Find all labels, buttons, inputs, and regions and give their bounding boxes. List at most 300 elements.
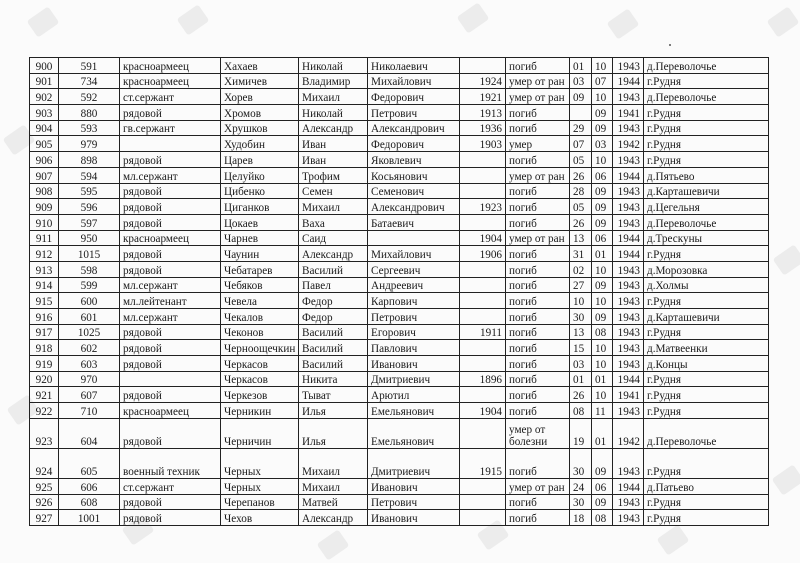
death-day-cell: 26 [570, 387, 592, 403]
birth-year-cell [460, 356, 506, 372]
birth-year-cell: 1915 [460, 448, 506, 478]
table-row [30, 261, 769, 277]
surname-cell: Черничин [221, 418, 299, 448]
death-year-cell: 1943 [613, 199, 644, 215]
status-cell: погиб [506, 448, 570, 478]
row-number-cell: 921 [30, 387, 59, 403]
death-year-cell: 1943 [613, 89, 644, 105]
burial-place-cell: д.Переволочье [644, 418, 769, 448]
rank-cell: военный техник [120, 448, 221, 478]
patronymic-cell: Петрович [368, 309, 460, 325]
first-name-cell: Павел [299, 277, 368, 293]
death-day-cell [570, 105, 592, 121]
surname-cell: Черных [221, 478, 299, 494]
table-row [30, 105, 769, 121]
death-year-cell: 1944 [613, 478, 644, 494]
table-row [30, 494, 769, 510]
surname-cell: Хромов [221, 105, 299, 121]
first-name-cell: Василий [299, 261, 368, 277]
surname-cell: Хахаев [221, 58, 299, 74]
status-cell: погиб [506, 403, 570, 419]
patronymic-cell: Емельянович [368, 403, 460, 419]
death-month-cell: 09 [592, 214, 613, 230]
table-row [30, 120, 769, 136]
row-number-cell: 920 [30, 371, 59, 387]
birth-year-cell: 1904 [460, 403, 506, 419]
status-cell: умер [506, 136, 570, 152]
death-month-cell: 11 [592, 403, 613, 419]
surname-cell: Чебатарев [221, 261, 299, 277]
patronymic-cell: Александрович [368, 199, 460, 215]
first-name-cell: Иван [299, 152, 368, 168]
status-cell: погиб [506, 371, 570, 387]
death-year-cell: 1943 [613, 120, 644, 136]
patronymic-cell: Михайлович [368, 246, 460, 262]
table-row [30, 387, 769, 403]
record-id-cell: 970 [59, 371, 120, 387]
surname-cell: Циганков [221, 199, 299, 215]
table-row [30, 478, 769, 494]
record-id-cell: 1001 [59, 510, 120, 526]
death-month-cell: 03 [592, 136, 613, 152]
death-day-cell: 10 [570, 293, 592, 309]
record-id-cell: 603 [59, 356, 120, 372]
record-id-cell: 880 [59, 105, 120, 121]
first-name-cell: Матвей [299, 494, 368, 510]
death-year-cell: 1944 [613, 230, 644, 246]
death-month-cell: 06 [592, 478, 613, 494]
surname-cell: Чехов [221, 510, 299, 526]
burial-place-cell: д.Концы [644, 356, 769, 372]
death-year-cell: 1943 [613, 510, 644, 526]
records-table [29, 57, 769, 526]
watermark-stamp [773, 244, 800, 275]
status-cell: погиб [506, 387, 570, 403]
death-month-cell: 10 [592, 356, 613, 372]
death-year-cell: 1944 [613, 167, 644, 183]
surname-cell: Черноощечкин [221, 340, 299, 356]
death-year-cell: 1942 [613, 136, 644, 152]
birth-year-cell [460, 309, 506, 325]
record-id-cell: 596 [59, 199, 120, 215]
table-row [30, 371, 769, 387]
death-day-cell: 31 [570, 246, 592, 262]
patronymic-cell [368, 230, 460, 246]
death-month-cell: 01 [592, 246, 613, 262]
patronymic-cell: Иванович [368, 478, 460, 494]
patronymic-cell: Егорович [368, 324, 460, 340]
first-name-cell: Михаил [299, 478, 368, 494]
rank-cell: рядовой [120, 340, 221, 356]
table-row [30, 214, 769, 230]
table-row [30, 324, 769, 340]
death-month-cell: 10 [592, 152, 613, 168]
patronymic-cell: Петрович [368, 105, 460, 121]
row-number-cell: 916 [30, 309, 59, 325]
status-cell: погиб [506, 277, 570, 293]
table-row [30, 230, 769, 246]
record-id-cell: 601 [59, 309, 120, 325]
rank-cell: рядовой [120, 324, 221, 340]
record-id-cell: 598 [59, 261, 120, 277]
surname-cell: Целуйко [221, 167, 299, 183]
death-month-cell: 01 [592, 371, 613, 387]
birth-year-cell: 1913 [460, 105, 506, 121]
death-month-cell: 09 [592, 183, 613, 199]
first-name-cell: Саид [299, 230, 368, 246]
death-day-cell: 13 [570, 230, 592, 246]
first-name-cell: Александр [299, 510, 368, 526]
first-name-cell: Семен [299, 183, 368, 199]
first-name-cell: Александр [299, 120, 368, 136]
table-row [30, 58, 769, 74]
table-row [30, 183, 769, 199]
table-row [30, 418, 769, 448]
first-name-cell: Ваха [299, 214, 368, 230]
patronymic-cell: Дмитриевич [368, 371, 460, 387]
surname-cell: Чарнев [221, 230, 299, 246]
death-day-cell: 01 [570, 371, 592, 387]
death-day-cell: 05 [570, 199, 592, 215]
row-number-cell: 900 [30, 58, 59, 74]
death-day-cell: 29 [570, 120, 592, 136]
death-year-cell: 1944 [613, 246, 644, 262]
death-day-cell: 26 [570, 167, 592, 183]
birth-year-cell: 1904 [460, 230, 506, 246]
status-cell: умер от ран [506, 73, 570, 89]
burial-place-cell: г.Рудня [644, 510, 769, 526]
birth-year-cell [460, 152, 506, 168]
record-id-cell: 608 [59, 494, 120, 510]
surname-cell: Чеконов [221, 324, 299, 340]
patronymic-cell: Косьянович [368, 167, 460, 183]
table-row [30, 510, 769, 526]
record-id-cell: 1025 [59, 324, 120, 340]
first-name-cell: Никита [299, 371, 368, 387]
watermark-stamp [317, 529, 350, 560]
burial-place-cell: д.Морозовка [644, 261, 769, 277]
patronymic-cell: Иванович [368, 510, 460, 526]
death-day-cell: 30 [570, 448, 592, 478]
burial-place-cell: д.Переволочье [644, 89, 769, 105]
death-month-cell: 09 [592, 105, 613, 121]
patronymic-cell: Яковлевич [368, 152, 460, 168]
status-cell: погиб [506, 214, 570, 230]
first-name-cell: Василий [299, 340, 368, 356]
patronymic-cell: Арютил [368, 387, 460, 403]
table-row [30, 152, 769, 168]
burial-place-cell: г.Рудня [644, 324, 769, 340]
rank-cell: мл.сержант [120, 167, 221, 183]
first-name-cell: Федор [299, 309, 368, 325]
first-name-cell: Иван [299, 136, 368, 152]
burial-place-cell: д.Холмы [644, 277, 769, 293]
birth-year-cell [460, 510, 506, 526]
death-day-cell: 19 [570, 418, 592, 448]
status-cell: погиб [506, 494, 570, 510]
death-year-cell: 1943 [613, 261, 644, 277]
row-number-cell: 907 [30, 167, 59, 183]
rank-cell: рядовой [120, 494, 221, 510]
surname-cell: Химичев [221, 73, 299, 89]
surname-cell: Хрушков [221, 120, 299, 136]
birth-year-cell: 1906 [460, 246, 506, 262]
row-number-cell: 923 [30, 418, 59, 448]
birth-year-cell: 1924 [460, 73, 506, 89]
death-day-cell: 26 [570, 214, 592, 230]
row-number-cell: 913 [30, 261, 59, 277]
status-cell: погиб [506, 199, 570, 215]
row-number-cell: 905 [30, 136, 59, 152]
table-row [30, 89, 769, 105]
row-number-cell: 918 [30, 340, 59, 356]
record-id-cell: 979 [59, 136, 120, 152]
first-name-cell: Александр [299, 246, 368, 262]
burial-place-cell: г.Рудня [644, 136, 769, 152]
record-id-cell: 600 [59, 293, 120, 309]
death-month-cell: 10 [592, 89, 613, 105]
table-row [30, 167, 769, 183]
birth-year-cell [460, 277, 506, 293]
burial-place-cell: г.Рудня [644, 371, 769, 387]
death-year-cell: 1943 [613, 448, 644, 478]
watermark-stamp [177, 4, 210, 35]
patronymic-cell: Михайлович [368, 73, 460, 89]
rank-cell: рядовой [120, 152, 221, 168]
row-number-cell: 917 [30, 324, 59, 340]
status-cell: погиб [506, 58, 570, 74]
rank-cell: красноармеец [120, 403, 221, 419]
first-name-cell: Николай [299, 105, 368, 121]
first-name-cell: Владимир [299, 73, 368, 89]
rank-cell: рядовой [120, 387, 221, 403]
burial-place-cell: г.Рудня [644, 403, 769, 419]
row-number-cell: 909 [30, 199, 59, 215]
birth-year-cell [460, 167, 506, 183]
status-cell: погиб [506, 510, 570, 526]
table-row [30, 73, 769, 89]
death-day-cell: 08 [570, 403, 592, 419]
first-name-cell: Трофим [299, 167, 368, 183]
record-id-cell: 898 [59, 152, 120, 168]
burial-place-cell: г.Рудня [644, 120, 769, 136]
status-cell: погиб [506, 152, 570, 168]
first-name-cell: Илья [299, 403, 368, 419]
death-day-cell: 03 [570, 356, 592, 372]
rank-cell: рядовой [120, 246, 221, 262]
patronymic-cell: Сергеевич [368, 261, 460, 277]
record-id-cell: 594 [59, 167, 120, 183]
record-id-cell: 599 [59, 277, 120, 293]
death-day-cell: 27 [570, 277, 592, 293]
row-number-cell: 926 [30, 494, 59, 510]
birth-year-cell [460, 183, 506, 199]
burial-place-cell: г.Рудня [644, 105, 769, 121]
table-row [30, 340, 769, 356]
surname-cell: Чебяков [221, 277, 299, 293]
table-row [30, 199, 769, 215]
surname-cell: Чекалов [221, 309, 299, 325]
status-cell: умер от болезни [506, 418, 570, 448]
death-year-cell: 1943 [613, 356, 644, 372]
death-month-cell: 09 [592, 494, 613, 510]
status-cell: умер от ран [506, 167, 570, 183]
row-number-cell: 902 [30, 89, 59, 105]
death-year-cell: 1943 [613, 309, 644, 325]
burial-place-cell: д.Трескуны [644, 230, 769, 246]
row-number-cell: 908 [30, 183, 59, 199]
death-day-cell: 09 [570, 89, 592, 105]
death-month-cell: 10 [592, 387, 613, 403]
rank-cell: рядовой [120, 199, 221, 215]
death-year-cell: 1943 [613, 293, 644, 309]
row-number-cell: 924 [30, 448, 59, 478]
record-id-cell: 950 [59, 230, 120, 246]
death-month-cell: 10 [592, 293, 613, 309]
birth-year-cell [460, 387, 506, 403]
rank-cell: красноармеец [120, 230, 221, 246]
birth-year-cell [460, 293, 506, 309]
death-year-cell: 1943 [613, 214, 644, 230]
table-row [30, 448, 769, 478]
first-name-cell: Василий [299, 324, 368, 340]
birth-year-cell: 1936 [460, 120, 506, 136]
death-month-cell: 09 [592, 448, 613, 478]
death-day-cell: 28 [570, 183, 592, 199]
scan-speck [669, 44, 671, 46]
burial-place-cell: г.Рудня [644, 387, 769, 403]
row-number-cell: 901 [30, 73, 59, 89]
burial-place-cell: д.Карташевичи [644, 183, 769, 199]
table-row [30, 403, 769, 419]
watermark-stamp [657, 524, 690, 555]
record-id-cell: 597 [59, 214, 120, 230]
patronymic-cell: Андреевич [368, 277, 460, 293]
rank-cell: мл.сержант [120, 277, 221, 293]
status-cell: погиб [506, 261, 570, 277]
row-number-cell: 911 [30, 230, 59, 246]
patronymic-cell: Александрович [368, 120, 460, 136]
surname-cell: Чаунин [221, 246, 299, 262]
row-number-cell: 903 [30, 105, 59, 121]
surname-cell: Чевела [221, 293, 299, 309]
row-number-cell: 910 [30, 214, 59, 230]
status-cell: погиб [506, 183, 570, 199]
table-row [30, 309, 769, 325]
patronymic-cell: Батаевич [368, 214, 460, 230]
death-year-cell: 1943 [613, 340, 644, 356]
status-cell: погиб [506, 309, 570, 325]
table-row [30, 136, 769, 152]
surname-cell: Хорев [221, 89, 299, 105]
death-day-cell: 30 [570, 309, 592, 325]
surname-cell: Худобин [221, 136, 299, 152]
burial-place-cell: г.Рудня [644, 246, 769, 262]
status-cell: погиб [506, 246, 570, 262]
death-month-cell: 06 [592, 230, 613, 246]
burial-place-cell: г.Рудня [644, 73, 769, 89]
rank-cell: рядовой [120, 356, 221, 372]
row-number-cell: 912 [30, 246, 59, 262]
death-day-cell: 18 [570, 510, 592, 526]
first-name-cell: Михаил [299, 89, 368, 105]
death-month-cell: 08 [592, 324, 613, 340]
death-year-cell: 1943 [613, 152, 644, 168]
death-day-cell: 01 [570, 58, 592, 74]
death-day-cell: 03 [570, 73, 592, 89]
record-id-cell: 595 [59, 183, 120, 199]
patronymic-cell: Семенович [368, 183, 460, 199]
table-row [30, 277, 769, 293]
death-year-cell: 1941 [613, 387, 644, 403]
first-name-cell: Тыват [299, 387, 368, 403]
birth-year-cell [460, 340, 506, 356]
rank-cell: рядовой [120, 105, 221, 121]
death-day-cell: 02 [570, 261, 592, 277]
rank-cell: рядовой [120, 183, 221, 199]
status-cell: погиб [506, 340, 570, 356]
death-day-cell: 24 [570, 478, 592, 494]
birth-year-cell [460, 418, 506, 448]
birth-year-cell: 1911 [460, 324, 506, 340]
death-year-cell: 1943 [613, 183, 644, 199]
table-row [30, 246, 769, 262]
death-day-cell: 07 [570, 136, 592, 152]
death-year-cell: 1943 [613, 58, 644, 74]
status-cell: погиб [506, 105, 570, 121]
patronymic-cell: Емельянович [368, 418, 460, 448]
row-number-cell: 904 [30, 120, 59, 136]
birth-year-cell [460, 214, 506, 230]
burial-place-cell: г.Рудня [644, 152, 769, 168]
first-name-cell: Илья [299, 418, 368, 448]
record-id-cell: 592 [59, 89, 120, 105]
row-number-cell: 919 [30, 356, 59, 372]
patronymic-cell: Павлович [368, 340, 460, 356]
rank-cell: мл.лейтенант [120, 293, 221, 309]
record-id-cell: 710 [59, 403, 120, 419]
burial-place-cell: д.Цегельня [644, 199, 769, 215]
death-year-cell: 1942 [613, 418, 644, 448]
rank-cell: гв.сержант [120, 120, 221, 136]
row-number-cell: 922 [30, 403, 59, 419]
patronymic-cell: Иванович [368, 356, 460, 372]
record-id-cell: 1015 [59, 246, 120, 262]
death-month-cell: 10 [592, 58, 613, 74]
birth-year-cell: 1896 [460, 371, 506, 387]
death-year-cell: 1943 [613, 324, 644, 340]
first-name-cell: Михаил [299, 448, 368, 478]
watermark-stamp [27, 6, 60, 37]
burial-place-cell: г.Рудня [644, 494, 769, 510]
death-month-cell: 06 [592, 167, 613, 183]
watermark-stamp [457, 2, 490, 33]
surname-cell: Черепанов [221, 494, 299, 510]
surname-cell: Черкезов [221, 387, 299, 403]
rank-cell: красноармеец [120, 73, 221, 89]
status-cell: умер от ран [506, 230, 570, 246]
row-number-cell: 925 [30, 478, 59, 494]
rank-cell: рядовой [120, 261, 221, 277]
patronymic-cell: Федорович [368, 89, 460, 105]
records-table-body [30, 58, 769, 526]
rank-cell: ст.сержант [120, 478, 221, 494]
surname-cell: Черкасов [221, 356, 299, 372]
surname-cell: Черникин [221, 403, 299, 419]
death-year-cell: 1943 [613, 277, 644, 293]
row-number-cell: 915 [30, 293, 59, 309]
row-number-cell: 927 [30, 510, 59, 526]
